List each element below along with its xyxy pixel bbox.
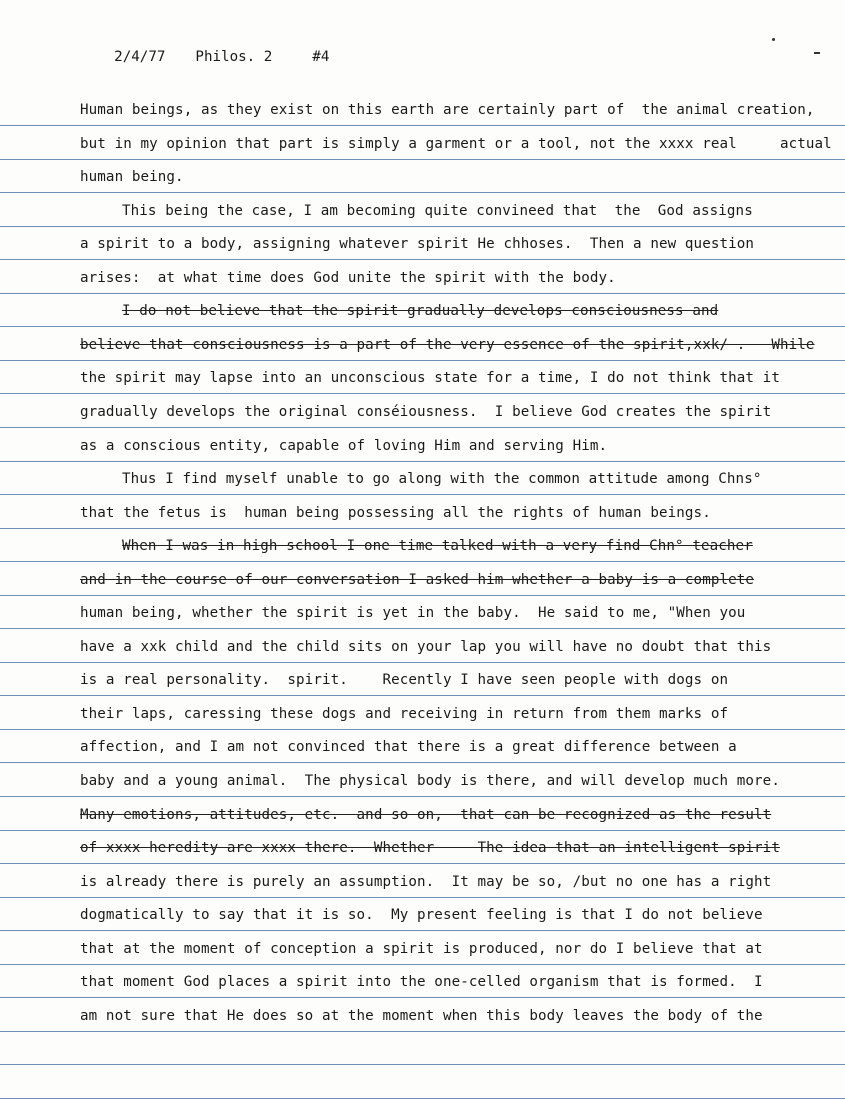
header-date: 2/4/77: [114, 49, 166, 65]
text-line: that moment God places a spirit into the one-celled organism that is formed. I: [80, 974, 763, 990]
ruled-line: [0, 461, 845, 462]
ruled-line: [0, 192, 845, 193]
ruled-line: [0, 662, 845, 663]
ruled-line: [0, 360, 845, 361]
ruled-line: [0, 1064, 845, 1065]
ruled-line: [0, 930, 845, 931]
ruled-line: [0, 729, 845, 730]
text-line: that at the moment of conception a spirit is produced, nor do I believe that at: [80, 941, 763, 957]
text-line: believe that consciousness is a part of the very essence of the spirit,xxk/ . While: [80, 337, 815, 353]
ruled-line: [0, 863, 845, 864]
text-line: but in my opinion that part is simply a garment or a tool, not the xxxx real actual: [80, 136, 832, 152]
ruled-line: [0, 595, 845, 596]
text-line: human being.: [80, 169, 184, 185]
text-line: a spirit to a body, assigning whatever spirit He chhoses. Then a new question: [80, 236, 755, 252]
text-line: is already there is purely an assumption. It may be so, /but no one has a right: [80, 874, 772, 890]
ruled-line: [0, 628, 845, 629]
ruled-line: [0, 528, 845, 529]
text-line: Human beings, as they exist on this earth are certainly part of the animal creation,: [80, 102, 815, 118]
page-header: [80, 33, 329, 81]
ruled-line: [0, 695, 845, 696]
ruled-line: [0, 561, 845, 562]
text-line: arises: at what time does God unite the spirit with the body.: [80, 270, 616, 286]
ruled-line: [0, 897, 845, 898]
text-line: When I was in high school I one time talked with a very find Chn° teacher: [122, 538, 753, 554]
ruled-line: [0, 997, 845, 998]
ruled-line: [0, 762, 845, 763]
ruled-line: [0, 1031, 845, 1032]
ruled-line: [0, 226, 845, 227]
text-line: their laps, caressing these dogs and receiving in return from them marks of: [80, 706, 729, 722]
text-line: the spirit may lapse into an unconscious state for a time, I do not think that it: [80, 370, 780, 386]
ruled-line: [0, 494, 845, 495]
ruled-line: [0, 427, 845, 428]
ruled-line: [0, 293, 845, 294]
ruled-line: [0, 796, 845, 797]
text-line: Thus I find myself unable to go along with the common attitude among Chns°: [122, 471, 762, 487]
text-line: is a real personality. spirit. Recently I have seen people with dogs on: [80, 672, 729, 688]
text-line: baby and a young animal. The physical body is there, and will develop much more.: [80, 773, 780, 789]
header-number: #4: [312, 49, 330, 65]
text-line: and in the course of our conversation I asked him whether a baby is a complete: [80, 572, 755, 588]
text-line: gradually develops the original conséiousness. I believe God creates the spirit: [80, 404, 772, 420]
text-line: as a conscious entity, capable of loving Him and serving Him.: [80, 438, 608, 454]
ruled-line: [0, 830, 845, 831]
page-mark-dot: [772, 38, 775, 41]
text-line: This being the case, I am becoming quite convineed that the God assigns: [122, 203, 753, 219]
ruled-line: [0, 125, 845, 126]
header-course: Philos. 2: [195, 49, 273, 65]
ruled-line: [0, 326, 845, 327]
text-line: have a xxk child and the child sits on your lap you will have no doubt that this: [80, 639, 772, 655]
ruled-line: [0, 964, 845, 965]
text-line: Many emotions, attitudes, etc. and so on, that can be recognized as the result: [80, 807, 772, 823]
page-mark-dash: [814, 52, 820, 54]
ruled-line: [0, 393, 845, 394]
text-line: affection, and I am not convinced that there is a great difference between a: [80, 739, 737, 755]
text-line: of xxxx heredity are xxxx there. Whether The idea that an intelligent spirit: [80, 840, 780, 856]
text-line: am not sure that He does so at the moment when this body leaves the body of the: [80, 1008, 763, 1024]
ruled-line: [0, 259, 845, 260]
ruled-line: [0, 159, 845, 160]
text-line: human being, whether the spirit is yet in the baby. He said to me, "When you: [80, 605, 746, 621]
text-line: I do not believe that the spirit gradually develops consciousness and: [122, 303, 719, 319]
text-line: dogmatically to say that it is so. My present feeling is that I do not believe: [80, 907, 763, 923]
text-line: that the fetus is human being possessing all the rights of human beings.: [80, 505, 711, 521]
